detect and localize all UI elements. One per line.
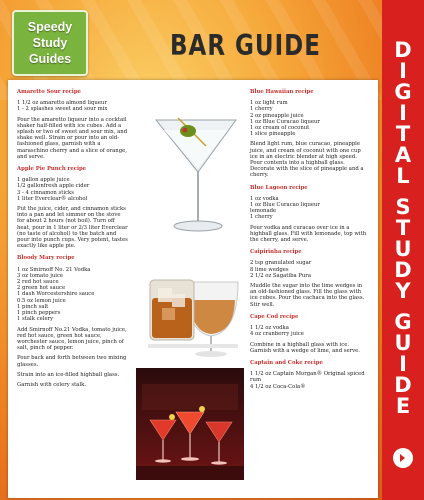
sidebar-letter: I [399, 101, 407, 125]
red-cocktails-image [136, 368, 244, 480]
sidebar-vertical-text [391, 40, 415, 417]
sidebar-letter: Y [395, 279, 411, 303]
sidebar-letter: I [399, 59, 407, 83]
amaretto-sour-heading: Amaretto Sour recipe [17, 89, 81, 95]
apple-pie-punch-ingredients: 1 gallon apple juice 1/2 gallonfresh apple cider 3 - 4 cinnamon sticks 1 liter Everclear® alcohol [17, 177, 90, 202]
blue-lagoon-ingredients: 1 oz vodka 1 oz Blue Curacao liqueur lemonade 1 cherry [250, 195, 320, 221]
sidebar-letter: G [394, 310, 412, 334]
logo-line-3: Guides [28, 52, 72, 66]
blue-hawaiian-directions: Blend light rum, blue curacao, pineapple juice, and cream of coconut with one cup ice in an electric blender at high speed. Pour contents into a highball glass. Decorate with the slice of pineapple and a cherry. [250, 141, 364, 179]
bloody-mary-directions-3: Strain into an ice-filled highball glass. [17, 371, 120, 378]
caipirinha-ingredients: 2 tsp granulated sugar 8 lime wedges 2 1/2 oz Sagatiba Pura [250, 260, 312, 279]
caipirinha-heading: Caipirinha recipe [250, 249, 302, 256]
cape-cod-ingredients: 1 1/2 oz vodka 4 oz cranberry juice [250, 325, 304, 338]
amaretto-sour-ingredients: 1 1/2 oz amaretto almond liqueur 1 - 2 splashes sweet and sour mix [17, 100, 108, 113]
caipirinha-directions: Muddle the sugar into the lime wedges in an old-fashioned glass. Fill the glass with ice cubes. Pour the cachaca into the glass. Stir well. [250, 283, 365, 308]
captain-and-coke-heading: Captain and Coke recipe [250, 359, 323, 366]
sidebar-letter: U [394, 237, 412, 261]
sidebar-letter: E [395, 394, 411, 418]
bloody-mary-heading: Bloody Mary recipe [17, 255, 75, 262]
sidebar-letter: T [395, 122, 411, 146]
left-column [17, 89, 129, 392]
sidebar-letter: G [394, 80, 412, 104]
sidebar-letter: D [394, 258, 412, 282]
sidebar-letter: L [396, 164, 410, 188]
arrow-icon[interactable] [393, 448, 413, 468]
bloody-mary-directions-2: Pour back and forth between two mixing glasses. [17, 355, 127, 368]
martini-glass-image [148, 110, 243, 240]
bloody-mary-directions-4: Garnish with celery stalk. [17, 381, 87, 388]
bloody-mary-ingredients: 1 oz Smirnoff No. 21 Vodka 3 oz tomato juice 2 red hot sauce 2 green hot sauce 1 dash Worcestershire sauce 0.5 oz lemon juice 1 pinch salt 1 pinch peppers 1 stalk celery [17, 266, 95, 323]
page-title: BAR GUIDE [170, 29, 321, 63]
sidebar-letter: U [394, 331, 412, 355]
sidebar-letter: S [395, 195, 411, 219]
bloody-mary-directions-1: Add Smirnoff No.21 Vodka, tomato juice, red hot sauce, green hot sauce, worchester sauce, lemon juice, pinch of salt, pinch of pepper. [17, 326, 127, 352]
sidebar-letter: D [394, 38, 412, 62]
captain-and-coke-ingredients: 1 1/2 oz Captain Morgan® Original spiced rum 4 1/2 oz Coca-Cola® [250, 371, 365, 390]
blue-lagoon-heading: Blue Lagoon recipe [250, 184, 308, 191]
blue-hawaiian-heading: Blue Hawaiian recipe [250, 89, 314, 95]
sidebar-letter: T [395, 216, 411, 240]
logo-line-1: Speedy [27, 20, 73, 34]
apple-pie-punch-heading: Apple Pie Punch recipe [17, 166, 87, 173]
amaretto-sour-directions: Pour the amaretto liqueur into a cocktail shaker half-filled with ice cubes. Add a splash or two of sweet and sour mix, and shake well. Strain or pour into an old-fashioned glass, garnish with a maraschino cherry and a slice of orange, and serve. [17, 116, 128, 160]
logo-line-2: Study [32, 36, 68, 50]
cape-cod-heading: Cape Cod recipe [250, 313, 299, 320]
blue-lagoon-directions: Pour vodka and curacao over ice in a highball glass. Fill with lemonade, top with the cherry, and serve. [250, 224, 367, 244]
speedy-study-guides-logo [12, 10, 88, 76]
sidebar-letter: D [394, 373, 412, 397]
blue-hawaiian-ingredients: 1 oz light rum 1 cherry 2 oz pineapple juice 1 oz Blue Curacao liqueur 1 oz cream of coconut 1 slice pineapple [250, 100, 320, 138]
sidebar-banner [382, 0, 424, 500]
apple-pie-punch-directions: Put the juice, cider, and cinnamon sticks into a pan and let simmer on the stove for about 2 hours (not boil). Turn off heat, pour in 1 liter or 2/3 liter Everclear (no taste of alcohol) to the batch and pour into punch cups. Very potent, tastes exactly like apple pie. [17, 206, 128, 250]
right-column [250, 89, 368, 394]
sidebar-letter: I [399, 352, 407, 376]
document-page [8, 80, 378, 498]
whiskey-glasses-image [136, 252, 244, 362]
cape-cod-directions: Combine in a highball glass with ice. Garnish with a wedge of lime, and serve. [250, 341, 360, 354]
chevron-right-icon [397, 452, 409, 464]
sidebar-letter: A [394, 143, 412, 167]
